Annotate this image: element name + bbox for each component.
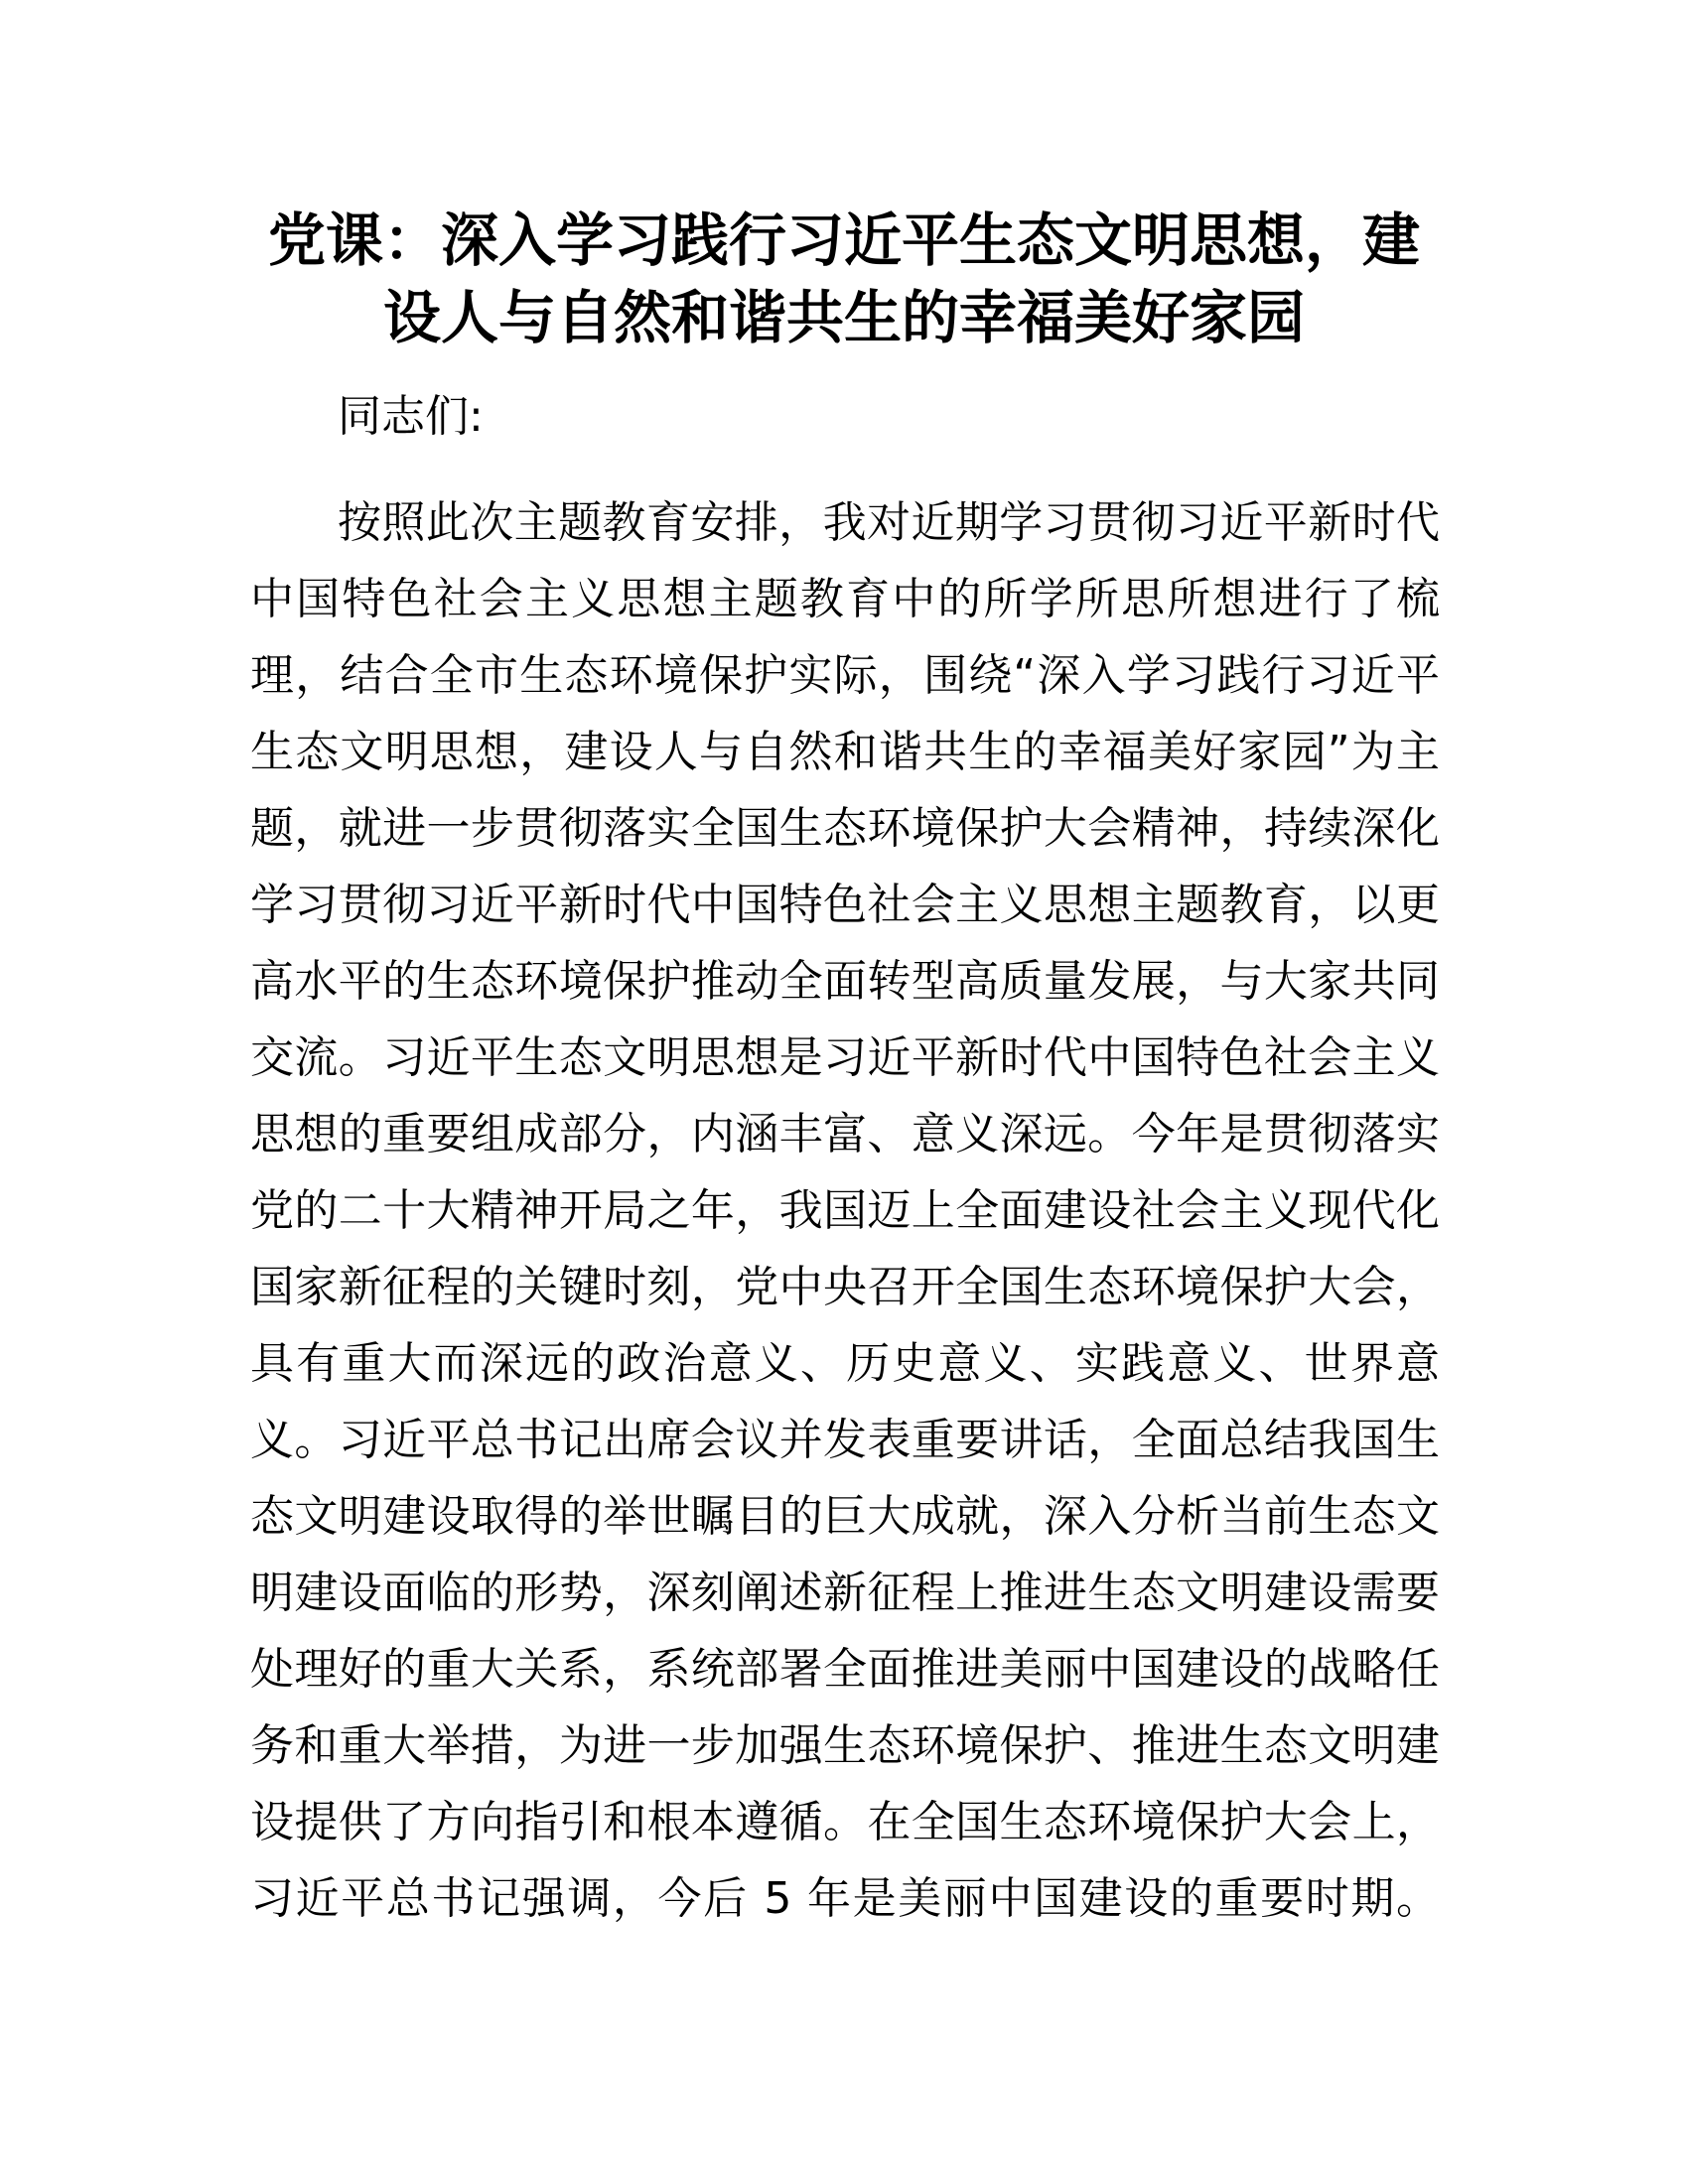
paragraph-line: 具有重大而深远的政治意义、历史意义、实践意义、世界意 <box>250 1338 1440 1389</box>
greeting: 同志们: <box>338 391 484 442</box>
document-title-line-2: 设人与自然和谐共生的幸福美好家园 <box>382 284 1305 351</box>
paragraph-line: 党的二十大精神开局之年，我国迈上全面建设社会主义现代化 <box>250 1185 1440 1236</box>
paragraph-line: 按照此次主题教育安排，我对近期学习贯彻习近平新时代 <box>338 497 1440 548</box>
paragraph-line: 生态文明思想，建设人与自然和谐共生的幸福美好家园”为主 <box>250 727 1440 777</box>
paragraph-line: 务和重大举措，为进一步加强生态环境保护、推进生态文明建 <box>250 1720 1440 1771</box>
paragraph-line: 理，结合全市生态环境保护实际，围绕“深入学习践行习近平 <box>250 650 1440 701</box>
paragraph-line: 思想的重要组成部分，内涵丰富、意义深远。今年是贯彻落实 <box>250 1109 1440 1160</box>
paragraph-line: 处理好的重大关系，系统部署全面推进美丽中国建设的战略任 <box>250 1644 1440 1695</box>
paragraph-line: 学习贯彻习近平新时代中国特色社会主义思想主题教育，以更 <box>250 880 1440 930</box>
body-paragraph <box>250 495 1440 1948</box>
paragraph-line: 高水平的生态环境保护推动全面转型高质量发展，与大家共同 <box>250 956 1440 1007</box>
paragraph-line: 国家新征程的关键时刻，党中央召开全国生态环境保护大会， <box>250 1262 1440 1312</box>
paragraph-line: 交流。习近平生态文明思想是习近平新时代中国特色社会主义 <box>250 1032 1440 1083</box>
paragraph-line: 设提供了方向指引和根本遵循。在全国生态环境保护大会上， <box>250 1797 1440 1847</box>
paragraph-line: 习近平总书记强调，今后 5 年是美丽中国建设的重要时期。 <box>250 1873 1440 1924</box>
document-title-line-1: 党课：深入学习践行习近平生态文明思想，建 <box>267 206 1420 274</box>
paragraph-line: 中国特色社会主义思想主题教育中的所学所思所想进行了梳 <box>250 574 1440 624</box>
paragraph-line: 义。习近平总书记出席会议并发表重要讲话，全面总结我国生 <box>250 1415 1440 1465</box>
paragraph-line: 明建设面临的形势，深刻阐述新征程上推进生态文明建设需要 <box>250 1568 1440 1618</box>
paragraph-line: 态文明建设取得的举世瞩目的巨大成就，深入分析当前生态文 <box>250 1491 1440 1542</box>
paragraph-line: 题，就进一步贯彻落实全国生态环境保护大会精神，持续深化 <box>250 803 1440 854</box>
